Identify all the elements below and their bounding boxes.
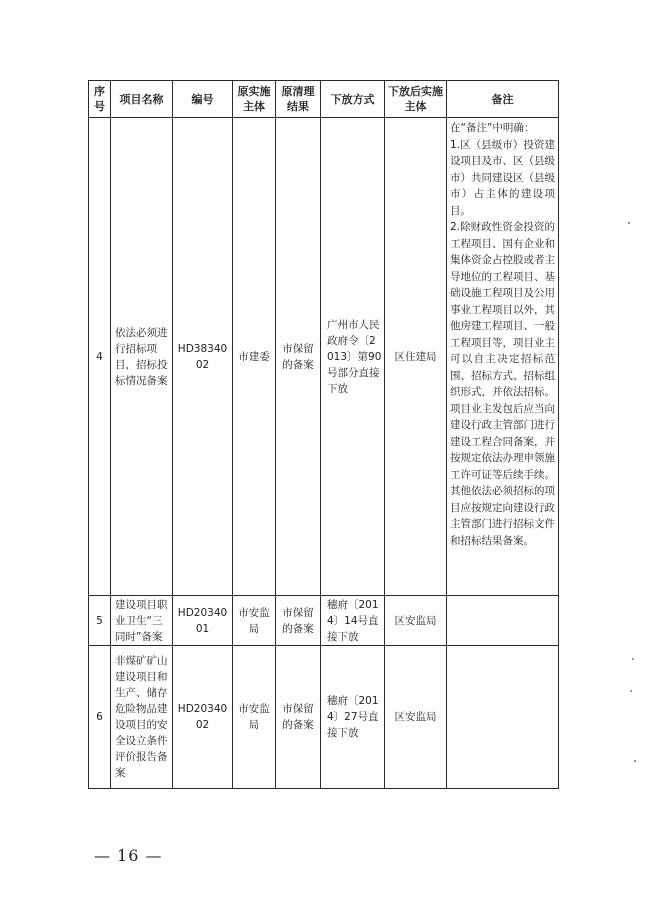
scan-speck — [634, 760, 636, 762]
cell-result: 市保留的备案 — [276, 646, 321, 789]
header-code: 编号 — [173, 81, 233, 118]
project-table — [88, 80, 559, 789]
cell-remarks — [447, 118, 559, 596]
cell-name: 非煤矿矿山建设项目和生产、储存危险物品建设项目的安全设立条件评价报告备案 — [111, 646, 173, 789]
cell-mode: 穗府〔2014〕14号直接下放 — [321, 596, 385, 646]
cell-remarks — [447, 646, 559, 789]
cell-original-body: 市建委 — [233, 118, 276, 596]
table-row — [89, 646, 559, 789]
cell-seq: 5 — [89, 596, 111, 646]
header-result: 原清理结果 — [276, 81, 321, 118]
header-mode: 下放方式 — [321, 81, 385, 118]
table-row — [89, 596, 559, 646]
cell-remarks — [447, 596, 559, 646]
cell-code: HD2034002 — [173, 646, 233, 789]
header-seq: 序号 — [89, 81, 111, 118]
header-new-body: 下放后实施主体 — [385, 81, 447, 118]
cell-code: HD2034001 — [173, 596, 233, 646]
cell-code: HD3834002 — [173, 118, 233, 596]
page-number: — 16 — — [94, 846, 163, 865]
cell-seq: 6 — [89, 646, 111, 789]
cell-name: 依法必须进行招标项目，招标投标情况备案 — [111, 118, 173, 596]
cell-new-body: 区安监局 — [385, 596, 447, 646]
remarks-intro: 在“备注”中明确： — [450, 122, 535, 134]
scan-speck — [628, 222, 630, 224]
remarks-item-1: 1.区（县级市）投资建设项目及市、区（县级市）共同建设区（县级市）占主体的建设项目。 — [450, 138, 555, 217]
cell-new-body: 区住建局 — [385, 118, 447, 596]
cell-new-body: 区安监局 — [385, 646, 447, 789]
cell-result: 市保留的备案 — [276, 596, 321, 646]
table-header-row — [89, 81, 559, 118]
table-row — [89, 118, 559, 596]
remarks-item-2: 2.除财政性资金投资的工程项目、国有企业和集体资金占控股或者主导地位的工程项目、基础设施工程项目及公用事业工程项目以外，其他房建工程项目、一般工程项目等，项目业主可以自主决定招标范围、招标方式、招标组织形式，并依法招标。项目业主发包后应当向建设行政主管部门进行建设工程合同备案，并按规定依法办理申领施工许可证等后续手续。其他依法必须招标的项目应按规定向建设行政主管部门进行招标文件和招标结果备案。 — [450, 221, 555, 547]
header-original-body: 原实施主体 — [233, 81, 276, 118]
cell-mode: 广州市人民政府令〔2013〕第90号部分直接下放 — [321, 118, 385, 596]
cell-result: 市保留的备案 — [276, 118, 321, 596]
cell-original-body: 市安监局 — [233, 646, 276, 789]
cell-mode: 穗府〔2014〕27号直接下放 — [321, 646, 385, 789]
scan-speck — [632, 658, 634, 660]
cell-seq: 4 — [89, 118, 111, 596]
scan-speck — [630, 690, 632, 692]
cell-original-body: 市安监局 — [233, 596, 276, 646]
header-remarks: 备注 — [447, 81, 559, 118]
header-name: 项目名称 — [111, 81, 173, 118]
cell-name: 建设项目职业卫生“三同时”备案 — [111, 596, 173, 646]
